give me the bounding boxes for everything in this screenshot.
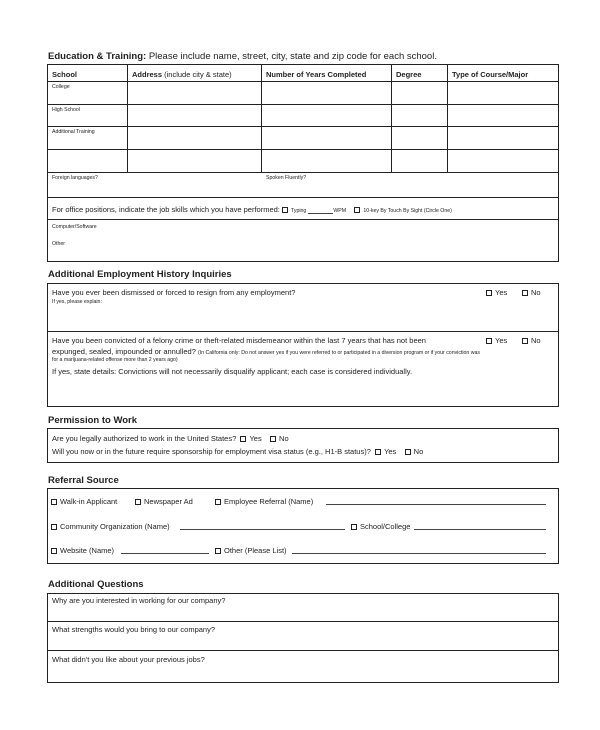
website-input[interactable]	[121, 546, 209, 554]
dismissed-explain-label: If yes, please explain:	[52, 299, 102, 305]
school-option[interactable]	[351, 522, 410, 531]
row-divider	[47, 650, 559, 651]
wpm-input[interactable]	[308, 206, 333, 214]
header-major: Type of Course/Major	[452, 70, 529, 79]
college-degree-field[interactable]	[392, 82, 447, 104]
row-divider	[47, 104, 559, 105]
strengths-question: What strengths would you bring to our company?	[52, 625, 216, 634]
row-divider	[47, 149, 559, 150]
row-divider	[47, 331, 559, 332]
row-divider	[47, 197, 559, 198]
authorized-yes-checkbox[interactable]	[240, 436, 246, 442]
authorized-no-checkbox[interactable]	[270, 436, 276, 442]
sponsorship-question: Will you now or in the future require sponsorship for employment visa status (e.g., H1-B status)?	[52, 447, 371, 456]
sponsorship-yes-checkbox[interactable]	[375, 449, 381, 455]
header-address-note: (include city & state)	[164, 70, 232, 79]
why-interested-answer[interactable]	[48, 605, 558, 620]
checkbox-icon[interactable]	[51, 524, 57, 530]
conviction-yes-option[interactable]	[486, 336, 507, 345]
checkbox-icon[interactable]	[215, 548, 221, 554]
conviction-question-line2	[52, 347, 480, 356]
header-address-label: Address	[132, 70, 163, 79]
community-label: Community Organization (Name)	[60, 522, 170, 531]
community-input[interactable]	[180, 522, 345, 530]
college-major-field[interactable]	[448, 82, 558, 104]
school-label: School/College	[360, 522, 411, 531]
referral-title: Referral Source	[48, 475, 119, 486]
website-option[interactable]	[51, 546, 114, 555]
conviction-no-option[interactable]	[522, 336, 541, 345]
checkbox-icon[interactable]	[522, 338, 528, 344]
college-years-field[interactable]	[262, 82, 391, 104]
authorized-question: Are you legally authorized to work in the United States?	[52, 434, 237, 443]
header-address	[132, 70, 232, 79]
community-option[interactable]	[51, 522, 170, 531]
conviction-details-label: If yes, state details: Convictions will not necessarily disqualify applicant; each case is considered individually.	[52, 367, 413, 376]
foreign-languages-label: Foreign languages?	[52, 175, 98, 181]
row-additional-training: Additional Training	[52, 129, 95, 135]
additional-title: Additional Questions	[48, 579, 144, 590]
yes-label: Yes	[495, 336, 508, 345]
employment-box	[47, 283, 559, 407]
computer-software-label: Computer/Software	[52, 224, 97, 230]
education-title: Education & Training:	[48, 51, 147, 62]
other-label: Other	[52, 241, 65, 247]
no-label: No	[531, 336, 541, 345]
conviction-note-line2: for a marijuana-related offense more than 2 years ago)	[52, 357, 178, 363]
header-school: School	[52, 70, 78, 79]
spoken-fluently-label: Spoken Fluently?	[266, 175, 307, 181]
row-high-school: High School	[52, 107, 80, 113]
typing-checkbox[interactable]	[282, 207, 288, 213]
authorized-row	[52, 434, 289, 443]
ten-key-label: 10-key By Touch By Sight (Circle One)	[363, 208, 452, 214]
checkbox-icon[interactable]	[51, 499, 57, 505]
why-interested-question: Why are you interested in working for our company?	[52, 596, 226, 605]
other-input[interactable]	[292, 546, 546, 554]
office-skills-row	[52, 205, 452, 214]
no-label: No	[413, 447, 424, 456]
education-instructions: Please include name, street, city, state and zip code for each school.	[148, 51, 437, 62]
yes-label: Yes	[249, 434, 262, 443]
other-option[interactable]	[215, 546, 287, 555]
other-label: Other (Please List)	[224, 546, 287, 555]
dismissed-yes-option[interactable]	[486, 288, 507, 297]
office-skills-label: For office positions, indicate the job skills which you have performed:	[52, 205, 280, 214]
checkbox-icon[interactable]	[351, 524, 357, 530]
checkbox-icon[interactable]	[522, 290, 528, 296]
row-divider	[47, 126, 559, 127]
dismissed-question: Have you ever been dismissed or forced to resign from any employment?	[52, 288, 296, 297]
newspaper-option[interactable]	[135, 497, 193, 506]
no-label: No	[531, 288, 541, 297]
previous-jobs-answer[interactable]	[48, 664, 558, 682]
college-address-field[interactable]	[128, 82, 261, 104]
newspaper-label: Newspaper Ad	[144, 497, 193, 506]
previous-jobs-question: What didn't you like about your previous jobs?	[52, 655, 205, 664]
no-label: No	[279, 434, 289, 443]
row-college: College	[52, 84, 70, 90]
checkbox-icon[interactable]	[486, 338, 492, 344]
header-years: Number of Years Completed	[266, 70, 367, 79]
employment-title: Additional Employment History Inquiries	[48, 269, 232, 280]
strengths-answer[interactable]	[48, 634, 558, 649]
conviction-note: (In California only: Do not answer yes if you were referred to or participated in a diversion program or if your conviction was	[197, 350, 480, 356]
sponsorship-row	[52, 447, 423, 456]
header-degree: Degree	[396, 70, 422, 79]
education-heading	[48, 51, 437, 62]
checkbox-icon[interactable]	[486, 290, 492, 296]
sponsorship-no-checkbox[interactable]	[405, 449, 411, 455]
wpm-label: WPM	[333, 208, 347, 214]
row-divider	[47, 172, 559, 173]
row-divider	[47, 621, 559, 622]
employee-referral-input[interactable]	[326, 497, 546, 505]
typing-label: Typing	[291, 208, 307, 214]
yes-label: Yes	[495, 288, 508, 297]
checkbox-icon[interactable]	[135, 499, 141, 505]
walk-in-option[interactable]	[51, 497, 117, 506]
conviction-question-line1: Have you been convicted of a felony crime or theft-related misdemeanor within the last 7 years that has not been	[52, 336, 426, 345]
dismissed-no-option[interactable]	[522, 288, 541, 297]
checkbox-icon[interactable]	[215, 499, 221, 505]
website-label: Website (Name)	[60, 546, 115, 555]
school-input[interactable]	[414, 522, 546, 530]
conviction-question-tail: expunged, sealed, impounded or annulled?	[52, 347, 196, 356]
walk-in-label: Walk-in Applicant	[60, 497, 118, 506]
employee-referral-label: Employee Referral (Name)	[224, 497, 314, 506]
employee-referral-option[interactable]	[215, 497, 313, 506]
ten-key-checkbox[interactable]	[354, 207, 360, 213]
yes-label: Yes	[384, 447, 397, 456]
checkbox-icon[interactable]	[51, 548, 57, 554]
row-divider	[47, 219, 559, 220]
permission-title: Permission to Work	[48, 415, 138, 426]
